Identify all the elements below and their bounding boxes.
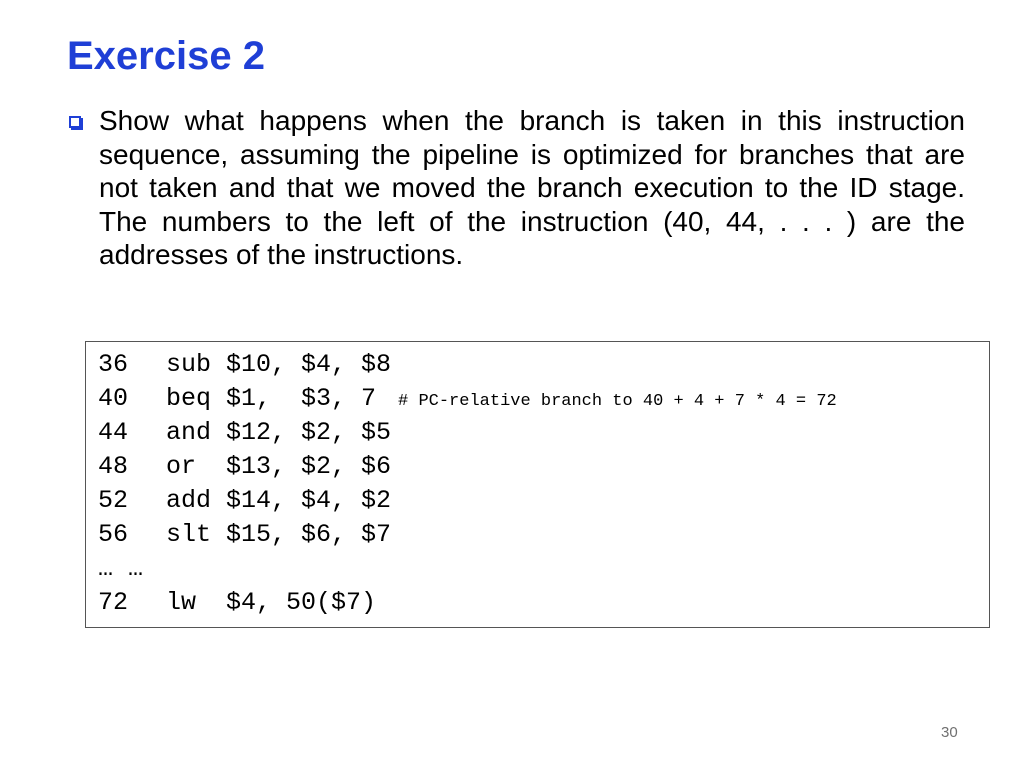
- code-address: 48: [98, 452, 129, 481]
- code-instruction: lw $4, 50($7): [166, 588, 377, 617]
- bullet-text: Show what happens when the branch is taken in this instruction sequence, assuming the pipeline is optimized for branches that are not taken and that we moved the branch execution to the ID stage. The numbers to the left of the instruction (40, 44, . . . ) are the addresses of the instructions.: [99, 105, 965, 270]
- code-address: 44: [98, 418, 129, 447]
- code-instruction: and $12, $2, $5: [166, 418, 392, 447]
- code-line: [98, 416, 989, 450]
- code-listing: [85, 341, 990, 628]
- code-address: 52: [98, 486, 129, 515]
- code-line: [98, 450, 989, 484]
- code-ellipsis: … …: [98, 554, 144, 583]
- code-instruction: or $13, $2, $6: [166, 452, 392, 481]
- code-line: [98, 518, 989, 552]
- code-line: [98, 586, 989, 620]
- page-number: 30: [941, 724, 958, 741]
- code-instruction: add $14, $4, $2: [166, 486, 392, 515]
- bullet-item: [67, 104, 965, 272]
- code-instruction: sub $10, $4, $8: [166, 350, 392, 379]
- code-address: 72: [98, 588, 129, 617]
- code-instruction: slt $15, $6, $7: [166, 520, 392, 549]
- code-ellipsis-line: [98, 552, 989, 586]
- code-comment: # PC-relative branch to 40 + 4 + 7 * 4 = 72: [398, 392, 837, 411]
- code-address: 36: [98, 350, 129, 379]
- hollow-square-bullet-icon: [69, 116, 81, 128]
- code-address: 40: [98, 384, 129, 413]
- slide-title: Exercise 2: [67, 34, 265, 78]
- code-instruction: beq $1, $3, 7: [166, 384, 377, 413]
- code-address: 56: [98, 520, 129, 549]
- code-line: [98, 382, 989, 416]
- code-line: [98, 484, 989, 518]
- code-line: [98, 348, 989, 382]
